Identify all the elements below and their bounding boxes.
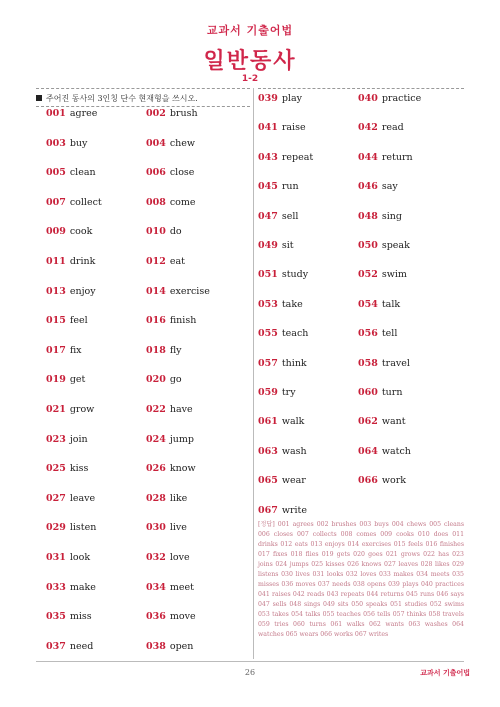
exercise-item: [146, 493, 187, 504]
exercise-item: [46, 286, 96, 297]
exercise-item: [358, 358, 410, 369]
item-number: 013: [46, 285, 66, 297]
item-word: make: [69, 581, 96, 593]
item-number: 059: [258, 387, 278, 398]
item-number: 003: [46, 137, 66, 149]
exercise-item: [358, 387, 402, 398]
page-subtitle: 1-2: [241, 74, 259, 84]
item-word: walk: [281, 416, 305, 428]
item-number: 011: [46, 256, 66, 267]
item-word: miss: [69, 611, 92, 623]
item-word: feel: [69, 315, 88, 327]
item-number: 020: [146, 374, 166, 386]
item-number: 031: [46, 552, 66, 563]
item-word: agree: [69, 108, 98, 119]
item-number: 007: [46, 196, 66, 208]
item-number: 046: [358, 181, 378, 193]
exercise-item: [258, 416, 304, 427]
item-number: 015: [46, 315, 66, 327]
item-word: sit: [281, 240, 294, 251]
exercise-item: [146, 522, 187, 533]
item-number: 056: [358, 328, 378, 340]
item-number: 033: [46, 581, 66, 593]
item-word: take: [281, 298, 303, 310]
exercise-item: [358, 446, 411, 457]
item-word: live: [169, 522, 187, 534]
item-word: do: [169, 226, 182, 238]
item-number: 047: [258, 210, 278, 222]
item-number: 052: [358, 269, 378, 281]
exercise-item: [146, 434, 194, 445]
item-word: like: [169, 492, 188, 504]
exercise-item: [146, 641, 193, 652]
item-word: want: [381, 416, 406, 428]
exercise-item: [146, 374, 182, 385]
item-word: look: [69, 552, 91, 563]
exercise-item: [146, 611, 196, 622]
item-word: cook: [69, 226, 93, 238]
exercise-item: [146, 582, 194, 593]
item-number: 006: [146, 167, 166, 179]
item-number: 023: [46, 433, 66, 445]
item-word: practice: [381, 93, 422, 104]
item-number: 057: [258, 357, 278, 369]
exercise-item: [46, 641, 93, 652]
exercise-item: [258, 93, 302, 104]
answer-text: 001 agrees 002 brushes 003 buys 004 chews 005 cleans 006 closes 007 collects 008 comes 009 cooks 010 does 011 drinks 012 eats 013 enjoys 014 exercises 015 feels 016 finishes 017 fixes 018 flies 019 gets 020 goes 021 grows 022 has 023 joins 024 jumps 025 kisses 026 knows 027 leaves 028 likes 029 listens 030 lives 031 looks 032 loves 033 makes 034 meets 035 misses 036 moves 037 needs 038 opens 039 plays 040 practices 041 raises 042 reads 043 repeats 044 returns 045 runs 046 says 047 sells 048 sings 049 sits 050 speaks 051 studies 052 swims 053 takes 054 talks 055 teaches 056 tells 057 thinks 058 travels 059 tries 060 turns 061 walks 062 wants 063 washes 064 watches 065 wears 066 works 067 writes: [258, 521, 464, 638]
item-word: grow: [69, 404, 95, 415]
item-word: read: [381, 122, 404, 134]
item-word: fix: [69, 344, 82, 356]
item-number: 050: [358, 240, 378, 251]
item-number: 009: [46, 226, 66, 238]
exercise-item: [146, 404, 193, 415]
item-word: go: [169, 374, 182, 386]
item-number: 060: [358, 387, 378, 398]
item-number: 043: [258, 151, 278, 163]
item-word: listen: [69, 522, 97, 534]
column-divider: [253, 88, 254, 659]
item-word: collect: [69, 196, 102, 208]
exercise-item: [146, 463, 196, 474]
exercise-item: [146, 138, 195, 149]
item-number: 061: [258, 416, 278, 428]
item-word: wash: [281, 445, 307, 457]
item-word: raise: [281, 122, 306, 134]
item-word: play: [281, 93, 302, 104]
item-number: 045: [258, 181, 278, 193]
item-word: kiss: [69, 463, 89, 475]
exercise-item: [46, 315, 88, 326]
item-number: 036: [146, 611, 166, 623]
exercise-item: [146, 226, 182, 237]
header-brand: 교과서 기출어법: [206, 24, 294, 37]
item-word: close: [169, 167, 195, 179]
exercise-item: [46, 552, 90, 563]
exercise-item: [358, 240, 410, 251]
exercise-item: [258, 446, 307, 457]
item-number: 008: [146, 196, 166, 208]
item-word: think: [281, 357, 307, 369]
top-divider-right: [258, 88, 464, 89]
item-number: 064: [358, 445, 378, 457]
item-number: 027: [46, 492, 66, 504]
top-divider-left: [36, 88, 250, 89]
item-word: run: [281, 181, 299, 193]
exercise-item: [358, 211, 402, 222]
exercise-item: [358, 299, 400, 310]
item-word: speak: [381, 240, 410, 251]
exercise-item: [46, 611, 92, 622]
exercise-item: [358, 269, 407, 280]
item-word: teach: [281, 328, 309, 340]
exercise-item: [146, 315, 196, 326]
item-word: know: [169, 463, 196, 475]
square-bullet-icon: [36, 95, 42, 101]
item-word: get: [69, 374, 86, 386]
exercise-item: [258, 358, 307, 369]
item-number: 010: [146, 226, 166, 238]
item-word: repeat: [281, 151, 314, 163]
item-word: return: [381, 151, 413, 163]
exercise-item: [258, 387, 296, 398]
exercise-item: [258, 505, 307, 516]
item-word: open: [169, 640, 194, 652]
item-word: love: [169, 552, 190, 563]
item-number: 018: [146, 344, 166, 356]
item-number: 025: [46, 463, 66, 475]
exercise-item: [46, 167, 96, 178]
item-number: 032: [146, 552, 166, 563]
exercise-item: [146, 552, 190, 563]
item-word: enjoy: [69, 285, 96, 297]
item-word: have: [169, 404, 193, 415]
item-word: finish: [169, 315, 197, 327]
item-word: clean: [69, 167, 96, 179]
item-number: 051: [258, 269, 278, 281]
exercise-item: [46, 108, 97, 119]
item-word: fly: [169, 344, 182, 356]
item-word: wear: [281, 475, 306, 487]
item-word: talk: [381, 298, 401, 310]
item-word: move: [169, 611, 196, 623]
item-number: 040: [358, 93, 378, 104]
exercise-item: [46, 256, 95, 267]
item-number: 053: [258, 298, 278, 310]
item-number: 041: [258, 122, 278, 134]
item-number: 004: [146, 137, 166, 149]
answer-key: [258, 520, 464, 640]
item-word: turn: [381, 387, 403, 398]
item-number: 024: [146, 433, 166, 445]
exercise-item: [258, 475, 306, 486]
exercise-item: [46, 345, 82, 356]
item-number: 065: [258, 475, 278, 487]
item-number: 034: [146, 581, 166, 593]
item-number: 021: [46, 404, 66, 415]
item-word: sell: [281, 210, 299, 222]
exercise-item: [358, 122, 404, 133]
exercise-item: [146, 108, 198, 119]
item-word: eat: [169, 256, 185, 267]
item-number: 058: [358, 357, 378, 369]
item-word: work: [381, 475, 406, 487]
exercise-item: [46, 493, 95, 504]
page-title: 일반동사: [203, 49, 297, 74]
item-number: 062: [358, 416, 378, 428]
exercise-item: [358, 93, 421, 104]
item-number: 035: [46, 611, 66, 623]
item-number: 002: [146, 108, 166, 119]
exercise-item: [258, 211, 298, 222]
exercise-item: [258, 152, 313, 163]
item-number: 039: [258, 93, 278, 104]
item-word: drink: [69, 256, 96, 267]
item-word: travel: [381, 357, 410, 369]
footer-brand: 교과서 기출어법: [420, 669, 470, 677]
exercise-item: [146, 197, 196, 208]
exercise-item: [46, 582, 96, 593]
item-number: 049: [258, 240, 278, 251]
item-number: 067: [258, 504, 278, 516]
item-word: say: [381, 181, 398, 193]
instruction-divider: [36, 106, 250, 107]
exercise-item: [46, 522, 96, 533]
item-number: 037: [46, 640, 66, 652]
page-number: 26: [244, 668, 256, 677]
item-number: 016: [146, 315, 166, 327]
item-number: 014: [146, 285, 166, 297]
item-word: brush: [169, 108, 198, 119]
item-number: 012: [146, 256, 166, 267]
footer-divider: [36, 661, 464, 662]
exercise-item: [146, 286, 210, 297]
item-word: buy: [69, 137, 88, 149]
item-word: exercise: [169, 285, 210, 297]
item-number: 063: [258, 445, 278, 457]
exercise-item: [358, 416, 406, 427]
answer-tag: [정답]: [258, 521, 275, 528]
item-number: 066: [358, 475, 378, 487]
exercise-item: [46, 434, 88, 445]
item-word: leave: [69, 492, 96, 504]
item-number: 028: [146, 492, 166, 504]
item-number: 055: [258, 328, 278, 340]
item-word: come: [169, 196, 196, 208]
exercise-item: [146, 167, 194, 178]
exercise-item: [258, 328, 308, 339]
exercise-item: [358, 328, 397, 339]
item-word: swim: [381, 269, 407, 281]
exercise-item: [146, 345, 182, 356]
item-word: write: [281, 504, 307, 516]
item-word: study: [281, 269, 309, 281]
item-number: 029: [46, 522, 66, 534]
exercise-item: [46, 138, 87, 149]
item-word: sing: [381, 210, 402, 222]
item-number: 005: [46, 167, 66, 179]
exercise-item: [258, 269, 308, 280]
item-word: tell: [381, 328, 398, 340]
item-word: jump: [169, 433, 194, 445]
instruction: [36, 93, 250, 104]
exercise-item: [46, 226, 92, 237]
exercise-item: [358, 181, 398, 192]
item-number: 030: [146, 522, 166, 534]
item-number: 022: [146, 404, 166, 415]
exercise-item: [146, 256, 185, 267]
exercise-item: [258, 240, 294, 251]
item-number: 042: [358, 122, 378, 134]
exercise-item: [258, 181, 299, 192]
exercise-item: [46, 374, 85, 385]
item-number: 001: [46, 108, 66, 119]
item-word: meet: [169, 581, 194, 593]
instruction-text: 주어진 동사의 3인칭 단수 현재형을 쓰시오.: [46, 94, 198, 103]
item-word: watch: [381, 445, 411, 457]
item-word: chew: [169, 137, 196, 149]
item-number: 054: [358, 298, 378, 310]
item-number: 038: [146, 640, 166, 652]
exercise-item: [46, 463, 88, 474]
exercise-item: [258, 299, 303, 310]
item-word: join: [69, 433, 88, 445]
item-number: 019: [46, 374, 66, 386]
exercise-item: [358, 152, 413, 163]
item-number: 048: [358, 210, 378, 222]
exercise-item: [258, 122, 306, 133]
item-number: 044: [358, 151, 378, 163]
item-number: 017: [46, 344, 66, 356]
exercise-item: [46, 197, 102, 208]
item-word: need: [69, 640, 94, 652]
item-word: try: [281, 387, 296, 398]
exercise-item: [358, 475, 406, 486]
item-number: 026: [146, 463, 166, 475]
exercise-item: [46, 404, 94, 415]
